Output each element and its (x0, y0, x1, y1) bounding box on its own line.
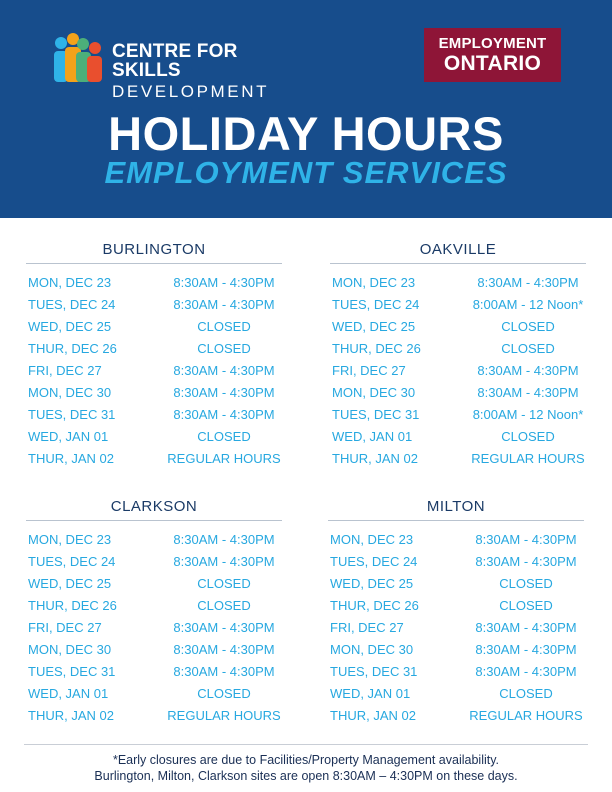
schedule-list (330, 271, 586, 469)
row-hours: CLOSED (197, 685, 251, 701)
row-day: FRI, DEC 27 (28, 362, 102, 378)
row-day: WED, JAN 01 (330, 685, 411, 701)
row-hours: REGULAR HOURS (167, 707, 281, 723)
location-clarkson (26, 497, 282, 726)
badge-line-2: ONTARIO (443, 52, 542, 75)
logo-line-2: DEVELOPMENT (112, 82, 270, 101)
row-day: TUES, DEC 31 (330, 663, 418, 679)
schedule-row (26, 381, 282, 403)
schedule-row (26, 616, 282, 638)
schedule-row (328, 616, 584, 638)
people-figures-icon (50, 32, 106, 84)
row-hours: CLOSED (197, 575, 251, 591)
footer-divider (24, 744, 588, 745)
location-burlington (26, 240, 282, 469)
row-hours: 8:30AM - 4:30PM (173, 619, 275, 635)
row-day: TUES, DEC 24 (330, 553, 418, 569)
row-hours: 8:30AM - 4:30PM (173, 384, 275, 400)
row-day: MON, DEC 23 (28, 274, 112, 290)
row-day: MON, DEC 30 (330, 641, 414, 657)
row-day: MON, DEC 30 (28, 384, 112, 400)
row-day: WED, JAN 01 (332, 428, 413, 444)
footnote-line-2: Burlington, Milton, Clarkson sites are open 8:30AM – 4:30PM on these days. (94, 769, 518, 783)
row-day: MON, DEC 23 (330, 531, 414, 547)
row-day: THUR, JAN 02 (332, 450, 418, 466)
logo-line-1: CENTRE FOR SKILLS (112, 41, 238, 81)
row-day: WED, DEC 25 (28, 575, 112, 591)
location-heading: OAKVILLE (330, 240, 586, 264)
row-hours: 8:30AM - 4:30PM (173, 663, 275, 679)
location-oakville (330, 240, 586, 469)
row-day: FRI, DEC 27 (330, 619, 404, 635)
schedule-row (26, 682, 282, 704)
row-hours: 8:30AM - 4:30PM (477, 274, 579, 290)
schedule-row (26, 572, 282, 594)
row-day: MON, DEC 30 (28, 641, 112, 657)
row-day: THUR, DEC 26 (28, 597, 117, 613)
header-banner (0, 0, 612, 218)
row-day: MON, DEC 23 (332, 274, 416, 290)
schedule-row (26, 447, 282, 469)
row-hours: 8:30AM - 4:30PM (475, 619, 577, 635)
row-hours: CLOSED (197, 428, 251, 444)
schedule-list (328, 528, 584, 726)
row-hours: 8:30AM - 4:30PM (477, 362, 579, 378)
schedule-row (26, 594, 282, 616)
schedule-row (330, 337, 586, 359)
row-day: WED, JAN 01 (28, 685, 109, 701)
schedule-row (330, 271, 586, 293)
row-hours: CLOSED (501, 428, 555, 444)
badge-line-1: EMPLOYMENT (438, 35, 547, 52)
schedule-row (330, 425, 586, 447)
centre-for-skills-logo (50, 32, 290, 101)
schedule-list (26, 528, 282, 726)
schedule-row (328, 638, 584, 660)
row-hours: 8:30AM - 4:30PM (475, 553, 577, 569)
schedule-row (330, 381, 586, 403)
row-hours: 8:30AM - 4:30PM (173, 641, 275, 657)
schedule-row (26, 528, 282, 550)
schedule-row (26, 704, 282, 726)
row-day: TUES, DEC 24 (28, 296, 116, 312)
page-title: HOLIDAY HOURS (108, 107, 504, 160)
row-day: TUES, DEC 24 (28, 553, 116, 569)
location-heading: BURLINGTON (26, 240, 282, 264)
page-subtitle: EMPLOYMENT SERVICES (104, 155, 508, 190)
row-hours: 8:00AM - 12 Noon* (472, 406, 584, 422)
row-hours: 8:30AM - 4:30PM (475, 531, 577, 547)
row-hours: 8:30AM - 4:30PM (477, 384, 579, 400)
row-hours: 8:30AM - 4:30PM (173, 296, 275, 312)
row-day: THUR, JAN 02 (330, 707, 416, 723)
schedule-row (26, 638, 282, 660)
schedule-row (26, 550, 282, 572)
row-day: THUR, JAN 02 (28, 450, 114, 466)
footnote (0, 752, 612, 784)
row-hours: 8:30AM - 4:30PM (475, 663, 577, 679)
location-heading: MILTON (328, 497, 584, 521)
row-hours: 8:30AM - 4:30PM (475, 641, 577, 657)
schedule-row (26, 337, 282, 359)
row-day: THUR, DEC 26 (332, 340, 421, 356)
row-hours: REGULAR HOURS (469, 707, 583, 723)
row-hours: 8:30AM - 4:30PM (173, 274, 275, 290)
row-day: THUR, DEC 26 (330, 597, 419, 613)
schedule-row (330, 359, 586, 381)
schedule-row (330, 403, 586, 425)
row-hours: CLOSED (197, 340, 251, 356)
row-hours: REGULAR HOURS (471, 450, 585, 466)
row-hours: 8:30AM - 4:30PM (173, 362, 275, 378)
row-hours: REGULAR HOURS (167, 450, 281, 466)
row-hours: 8:00AM - 12 Noon* (472, 296, 584, 312)
schedule-row (26, 271, 282, 293)
row-day: TUES, DEC 31 (28, 406, 116, 422)
row-day: TUES, DEC 31 (332, 406, 420, 422)
row-hours: CLOSED (499, 597, 553, 613)
row-hours: 8:30AM - 4:30PM (173, 553, 275, 569)
row-day: WED, DEC 25 (28, 318, 112, 334)
schedule-row (330, 293, 586, 315)
logo-wordmark (112, 42, 290, 100)
row-hours: 8:30AM - 4:30PM (173, 406, 275, 422)
row-day: FRI, DEC 27 (28, 619, 102, 635)
schedule-row (328, 682, 584, 704)
row-day: MON, DEC 23 (28, 531, 112, 547)
schedule-row (330, 447, 586, 469)
row-day: WED, DEC 25 (330, 575, 414, 591)
schedule-row (26, 660, 282, 682)
row-day: WED, JAN 01 (28, 428, 109, 444)
schedule-row (328, 550, 584, 572)
row-hours: 8:30AM - 4:30PM (173, 531, 275, 547)
row-day: THUR, DEC 26 (28, 340, 117, 356)
location-heading: CLARKSON (26, 497, 282, 521)
footnote-line-1: *Early closures are due to Facilities/Property Management availability. (112, 753, 500, 767)
schedule-row (26, 293, 282, 315)
row-hours: CLOSED (197, 597, 251, 613)
schedule-row (26, 425, 282, 447)
location-milton (328, 497, 584, 726)
schedule-row (26, 403, 282, 425)
schedule-row (328, 660, 584, 682)
employment-ontario-badge (424, 28, 561, 82)
schedule-row (328, 528, 584, 550)
row-day: TUES, DEC 31 (28, 663, 116, 679)
row-hours: CLOSED (499, 575, 553, 591)
schedule-list (26, 271, 282, 469)
row-day: TUES, DEC 24 (332, 296, 420, 312)
row-hours: CLOSED (501, 318, 555, 334)
row-day: WED, DEC 25 (332, 318, 416, 334)
row-day: THUR, JAN 02 (28, 707, 114, 723)
row-day: FRI, DEC 27 (332, 362, 406, 378)
row-hours: CLOSED (197, 318, 251, 334)
row-day: MON, DEC 30 (332, 384, 416, 400)
schedule-row (328, 594, 584, 616)
schedule-row (328, 572, 584, 594)
schedule-row (26, 359, 282, 381)
row-hours: CLOSED (501, 340, 555, 356)
schedule-row (328, 704, 584, 726)
schedule-row (26, 315, 282, 337)
row-hours: CLOSED (499, 685, 553, 701)
schedule-row (330, 315, 586, 337)
